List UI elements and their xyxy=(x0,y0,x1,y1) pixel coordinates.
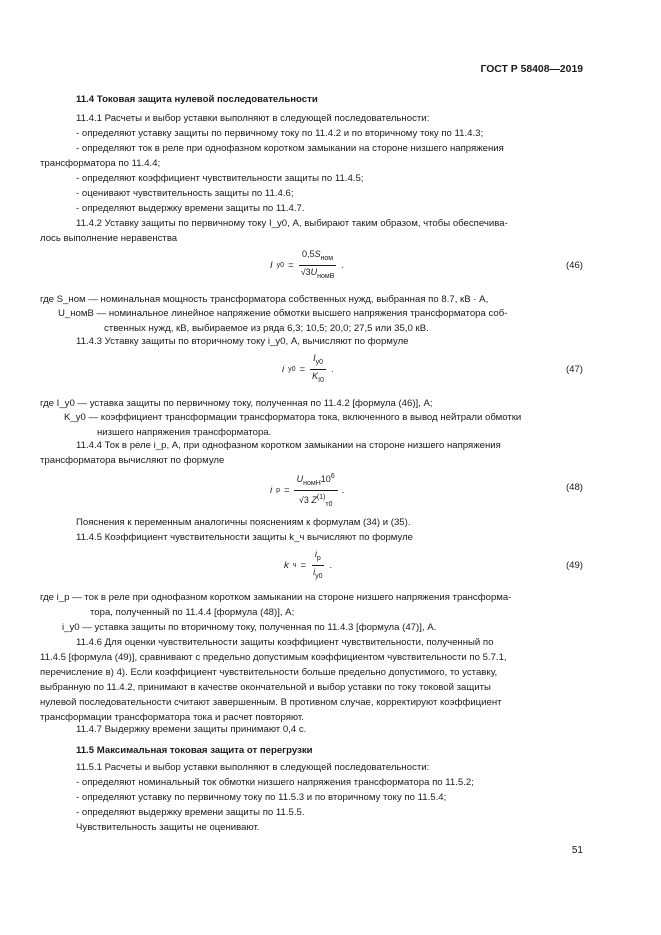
paragraph: 11.4.6 Для оценки чувствительности защиты коэффициент чувствительности, полученный по xyxy=(76,637,494,648)
formula-46: I y0 = $\frac{0,5S_{ном}}{√3U_{номВ}}$ . xyxy=(270,249,345,280)
list-item-cont: трансформатора по 11.4.4; xyxy=(40,158,161,169)
paragraph: 11.5.1 Расчеты и выбор уставки выполняют в следующей последовательности: xyxy=(76,762,430,773)
list-item: - оценивают чувствительность защиты по 11.4.6; xyxy=(76,188,294,199)
list-item: - определяют выдержку времени защиты по 11.5.5. xyxy=(76,807,305,818)
formula-47: i y0 = $\frac{I_{y0}}{K_{I0}}$ . xyxy=(282,353,334,384)
definition-cont: ственных нужд, кВ, выбираемое из ряда 6,3; 10,5; 20,0; 27,5 или 35,0 кВ. xyxy=(104,323,429,334)
paragraph: Пояснения к переменным аналогичны пояснениям к формулам (34) и (35). xyxy=(76,517,411,528)
paragraph: Чувствительность защиты не оценивают. xyxy=(76,822,260,833)
definition-cont: низшего напряжения трансформатора. xyxy=(97,427,272,438)
paragraph-cont: трансформатора вычисляют по формуле xyxy=(40,455,225,466)
section-title-11-5: 11.5 Максимальная токовая защита от перегрузки xyxy=(76,745,313,756)
page-number: 51 xyxy=(571,845,583,856)
formula-48: i р = $\frac{U_{номН}10^6}{√3 Z^{(1)}_{т0}}$ . xyxy=(270,470,410,510)
paragraph: 11.4.7 Выдержку времени защиты принимают 0,4 с. xyxy=(76,724,307,735)
paragraph-cont: 11.4.5 [формула (49)], сравнивают с предельно допустимым коэффициентом чувствительности по 5.7.1, xyxy=(40,652,507,663)
list-item: - определяют уставку по первичному току по 11.5.3 и по вторичному току по 11.5.4; xyxy=(76,792,447,803)
definition: где S_ном — номинальная мощность трансформатора собственных нужд, выбранная по 8.7, кВ · А, xyxy=(40,294,489,305)
equation-number: (46) xyxy=(565,260,583,271)
paragraph: 11.4.3 Уставку защиты по вторичному току i_y0, А, вычисляют по формуле xyxy=(76,336,409,347)
equation-number: (48) xyxy=(565,482,583,493)
definition-cont: тора, полученный по 11.4.4 [формула (48)], А; xyxy=(90,607,295,618)
paragraph: 11.4.1 Расчеты и выбор уставки выполняют в следующей последовательности: xyxy=(76,113,430,124)
definition: где i_р — ток в реле при однофазном коротком замыкании на стороне низшего напряжения трансформа- xyxy=(40,592,512,603)
equation-number: (47) xyxy=(565,364,583,375)
definition: где I_y0 — уставка защиты по первичному току, полученная по 11.4.2 [формула (46)], А; xyxy=(40,398,433,409)
section-title-11-4: 11.4 Токовая защита нулевой последовательности xyxy=(76,94,318,105)
paragraph: 11.4.2 Уставку защиты по первичному току I_y0, А, выбирают таким образом, чтобы обеспечива- xyxy=(76,218,508,229)
list-item: - определяют номинальный ток обмотки низшего напряжения трансформатора по 11.5.2; xyxy=(76,777,474,788)
paragraph: 11.4.4 Ток в реле i_р, А, при однофазном коротком замыкании на стороне низшего напряжения xyxy=(76,440,501,451)
list-item: - определяют коэффициент чувствительности защиты по 11.4.5; xyxy=(76,173,364,184)
definition: i_y0 — уставка защиты по вторичному току, полученная по 11.4.3 [формула (47)], А. xyxy=(62,622,437,633)
list-item: - определяют уставку защиты по первичному току по 11.4.2 и по вторичному току по 11.4.3; xyxy=(76,128,484,139)
standard-header: ГОСТ Р 58408—2019 xyxy=(480,64,583,75)
definition: K_y0 — коэффициент трансформации трансформатора тока, включенного в вывод нейтрали обмотки xyxy=(64,412,522,423)
paragraph: 11.4.5 Коэффициент чувствительности защиты k_ч вычисляют по формуле xyxy=(76,532,414,543)
paragraph-cont: нулевой последовательности считают завершенным. В противном случае, корректируют коэффициент xyxy=(40,697,502,708)
paragraph-cont: трансформации трансформатора тока и расчет повторяют. xyxy=(40,712,304,723)
equation-number: (49) xyxy=(565,560,583,571)
list-item: - определяют ток в реле при однофазном коротком замыкании на стороне низшего напряжения xyxy=(76,143,504,154)
list-item: - определяют выдержку времени защиты по 11.4.7. xyxy=(76,203,305,214)
paragraph-cont: выбранную по 11.4.2, принимают в качестве окончательной и выбор уставки по току токовой защиты xyxy=(40,682,491,693)
paragraph-cont: перечисление в) 4). Если коэффициент чувствительности больше предельно допустимого, то уставку, xyxy=(40,667,498,678)
definition: U_номВ — номинальное линейное напряжение обмотки высшего напряжения трансформатора соб- xyxy=(58,308,508,319)
formula-49: k ч = $\frac{i_р}{i_{y0}}$ . xyxy=(284,549,333,580)
paragraph-cont: лось выполнение неравенства xyxy=(40,233,178,244)
